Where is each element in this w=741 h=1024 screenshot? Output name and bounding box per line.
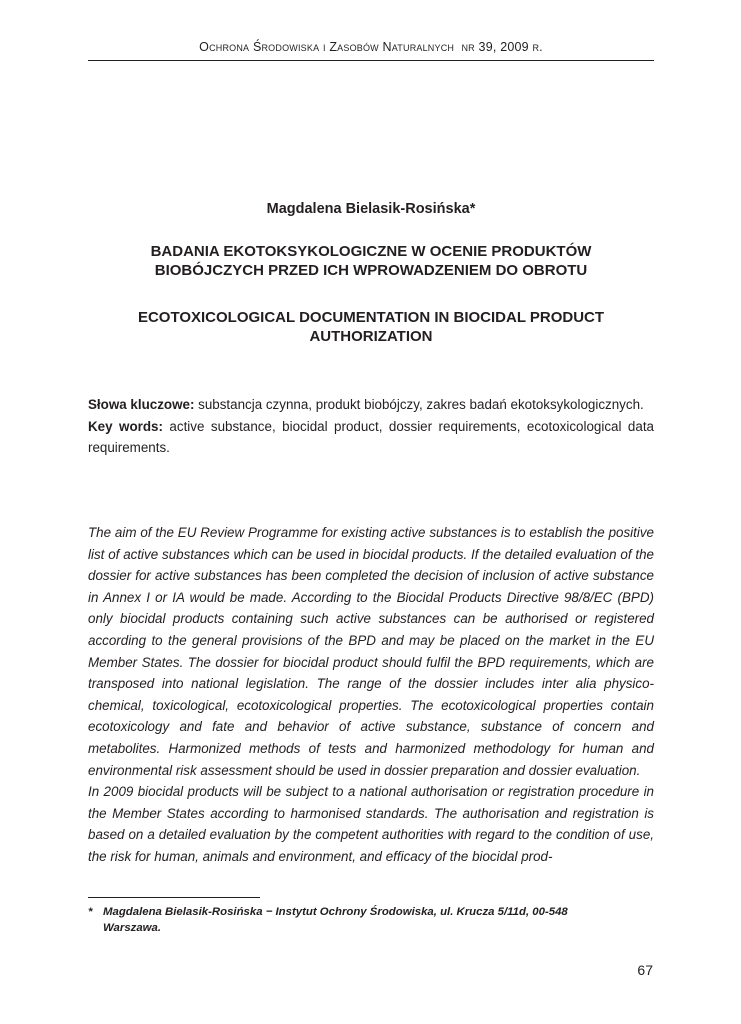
keywords-polish-text: substancja czynna, produkt biobójczy, zakres badań ekotoksykologicznych.	[194, 397, 644, 412]
footnote-rule	[88, 897, 260, 898]
title-english	[88, 308, 654, 346]
title-polish-line1: BADANIA EKOTOKSYKOLOGICZNE W OCENIE PRODUKTÓW	[150, 243, 592, 260]
footnote	[88, 905, 654, 936]
title-polish-line2: BIOBÓJCZYCH PRZED ICH WPROWADZENIEM DO OBROTU	[154, 262, 588, 279]
keywords-section	[88, 394, 654, 459]
footnote-mark: *	[88, 906, 93, 918]
keywords-english-text: active substance, biocidal product, dossier requirements, ecotoxicological data requirements.	[88, 418, 654, 455]
journal-name: Ochrona Środowiska i Zasobów Naturalnych	[199, 40, 455, 54]
abstract-paragraph: The aim of the EU Review Programme for existing active substances is to establish the positive list of active substances which can be used in biocidal products. If the detailed evaluation of the dossier for active substances has been completed the decision of inclusion of active substance in Annex I or IA would be made. According to the Biocidal Products Directive 98/8/EC (BPD) only biocidal products containing such active substances can be authorised or registered according to the general provisions of the BPD and may be placed on the market in the EU Member States. The dossier for biocidal product should fulfil the BPD requirements, which are transposed into national legislation. The range of the dossier includes inter alia physico-chemical, toxicological, ecotoxicological properties. The ecotoxicological properties contain ecotoxicology and fate and behavior of active substance, substance of concern and metabolites. Harmonized methods of tests and harmonized methodology for human and environmental risk assessment should be used in dossier preparation and dossier evaluation.	[88, 525, 654, 778]
keywords-english-label: Key words:	[88, 418, 163, 434]
footnote-text: Magdalena Bielasik-Rosińska − Instytut Ochrony Środowiska, ul. Krucza 5/11d, 00-548 Warszawa.	[103, 906, 568, 934]
issue-number: nr 39, 2009 r.	[461, 40, 543, 54]
running-header	[88, 40, 654, 54]
keywords-polish-label: Słowa kluczowe:	[88, 397, 195, 412]
keywords-polish	[88, 394, 654, 416]
title-polish	[88, 242, 654, 280]
author-name: Magdalena Bielasik-Rosińska*	[266, 201, 476, 217]
keywords-english	[88, 416, 654, 459]
abstract-paragraph: In 2009 biocidal products will be subject to a national authorisation or registration procedure in the Member States according to harmonised standards. The authorisation and registration is based on a detailed evaluation by the competent authorities with regard to the condition of use, the risk for human, animals and environment, and efficacy of the biocidal prod-	[88, 784, 654, 864]
abstract	[88, 522, 654, 868]
page-number: 67	[637, 962, 653, 978]
title-english-line2: AUTHORIZATION	[309, 328, 433, 345]
title-english-line1: ECOTOXICOLOGICAL DOCUMENTATION IN BIOCIDAL PRODUCT	[137, 309, 605, 326]
header-rule	[88, 60, 654, 61]
